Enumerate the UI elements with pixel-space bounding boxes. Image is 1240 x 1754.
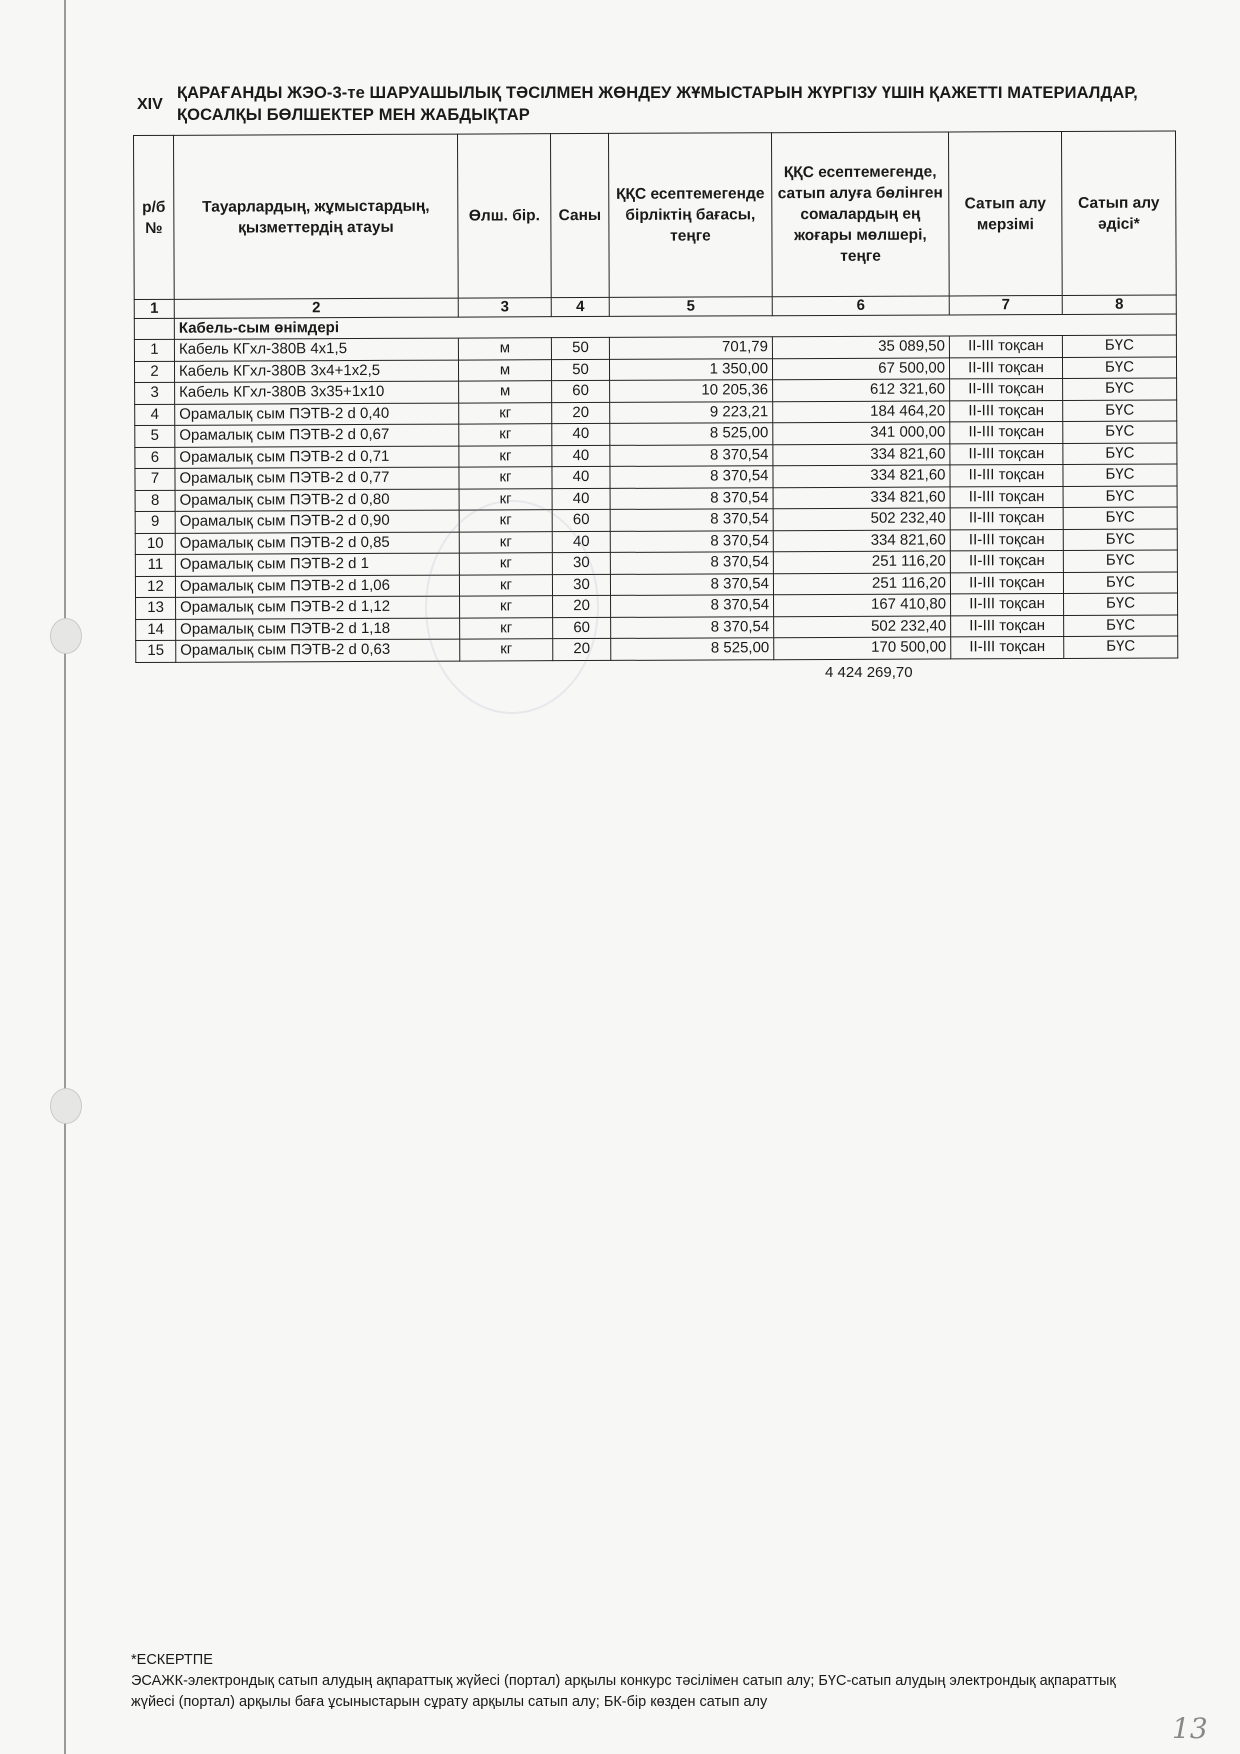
column-number: 1 [134, 299, 174, 318]
item-unit-price: 8 525,00 [611, 638, 774, 660]
item-unit-price: 10 205,36 [610, 380, 773, 402]
item-name: Орамалық сым ПЭТВ-2 d 0,67 [175, 424, 459, 447]
row-index: 7 [135, 468, 175, 490]
item-unit-price: 8 370,54 [610, 444, 773, 466]
item-unit-price: 8 370,54 [610, 573, 773, 595]
item-unit: м [458, 338, 551, 360]
item-name: Орамалық сым ПЭТВ-2 d 0,85 [175, 532, 459, 555]
item-quantity: 50 [551, 359, 609, 381]
page-edge [64, 0, 66, 1754]
item-period: II-III тоқсан [950, 550, 1063, 572]
section-title-line-2: ҚОСАЛҚЫ БӨЛШЕКТЕР МЕН ЖАБДЫҚТАР [177, 106, 530, 124]
item-quantity: 60 [553, 617, 611, 639]
column-number: 8 [1062, 295, 1176, 314]
item-unit: м [458, 359, 551, 381]
item-method: БҮС [1063, 571, 1177, 593]
item-unit: кг [459, 424, 552, 446]
page-number: 13 [1172, 1712, 1208, 1745]
table-header-row [134, 131, 1177, 300]
item-max-amount: 334 821,60 [773, 443, 950, 465]
item-method: БҮС [1063, 399, 1177, 421]
item-unit: кг [459, 574, 552, 596]
item-max-amount: 502 232,40 [774, 615, 951, 637]
item-method: БҮС [1063, 485, 1177, 507]
item-unit-price: 8 370,54 [610, 487, 773, 509]
item-quantity: 60 [552, 509, 610, 531]
item-name: Орамалық сым ПЭТВ-2 d 1,06 [175, 575, 459, 598]
item-max-amount: 341 000,00 [773, 422, 950, 444]
item-name: Орамалық сым ПЭТВ-2 d 1 [175, 553, 459, 576]
item-quantity: 40 [552, 445, 610, 467]
item-period: II-III тоқсан [950, 507, 1063, 529]
column-number: 4 [551, 297, 609, 316]
item-max-amount: 184 464,20 [773, 400, 950, 422]
column-number: 6 [772, 296, 949, 316]
item-name: Орамалық сым ПЭТВ-2 d 0,90 [175, 510, 459, 533]
row-index: 1 [134, 339, 174, 361]
item-name: Орамалық сым ПЭТВ-2 d 0,80 [175, 489, 459, 512]
row-index: 10 [135, 533, 175, 555]
item-unit: кг [459, 488, 552, 510]
item-unit-price: 8 370,54 [610, 509, 773, 531]
item-unit: кг [459, 553, 552, 575]
footnote [131, 1650, 1131, 1713]
item-name: Кабель КГхл-380В 3х4+1х2,5 [174, 360, 458, 383]
item-name: Орамалық сым ПЭТВ-2 d 0,77 [175, 467, 459, 490]
item-period: II-III тоқсан [951, 593, 1064, 615]
item-quantity: 40 [552, 488, 610, 510]
item-method: БҮС [1063, 378, 1177, 400]
item-quantity: 30 [552, 552, 610, 574]
item-unit-price: 9 223,21 [610, 401, 773, 423]
item-method: БҮС [1063, 442, 1177, 464]
row-index: 15 [136, 640, 176, 662]
footnote-title: *ЕСКЕРТПЕ [131, 1652, 213, 1668]
row-index: 4 [135, 404, 175, 426]
item-unit: кг [460, 596, 553, 618]
item-unit: кг [460, 617, 553, 639]
item-method: БҮС [1063, 550, 1177, 572]
col-header-unit-price: ҚҚС есептемегенде бірліктің бағасы, теңге [608, 133, 772, 298]
section-title [177, 82, 1177, 126]
item-method: БҮС [1064, 614, 1178, 636]
item-unit: кг [459, 531, 552, 553]
binder-hole [50, 618, 82, 654]
item-name: Орамалық сым ПЭТВ-2 d 0,63 [176, 639, 460, 662]
item-unit: кг [459, 510, 552, 532]
item-max-amount: 170 500,00 [774, 637, 951, 659]
item-name: Орамалық сым ПЭТВ-2 d 1,12 [176, 596, 460, 619]
grand-total: 4 424 269,70 [825, 664, 913, 681]
item-method: БҮС [1063, 421, 1177, 443]
item-name: Орамалық сым ПЭТВ-2 d 0,71 [175, 446, 459, 469]
item-method: БҮС [1064, 593, 1178, 615]
row-index: 2 [134, 361, 174, 383]
item-unit-price: 8 370,54 [610, 552, 773, 574]
col-header-index: р/б № [134, 135, 175, 299]
item-max-amount: 612 321,60 [773, 379, 950, 401]
row-index: 8 [135, 490, 175, 512]
procurement-table [133, 130, 1178, 662]
item-period: II-III тоқсан [950, 378, 1063, 400]
item-period: II-III тоқсан [950, 572, 1063, 594]
binder-hole [50, 1088, 82, 1124]
section-title-line-1: ҚАРАҒАНДЫ ЖЭО-3-те ШАРУАШЫЛЫҚ ТӘСІЛМЕН ЖӨНДЕУ ЖҰМЫСТАРЫН ЖҮРГІЗУ ҮШІН ҚАЖЕТТІ МАТЕРИАЛДАР, [177, 84, 1138, 102]
column-number: 5 [609, 297, 772, 317]
item-method: БҮС [1063, 464, 1177, 486]
faded-stamp [425, 500, 599, 714]
item-max-amount: 334 821,60 [773, 529, 950, 551]
item-unit-price: 701,79 [609, 337, 772, 359]
item-period: II-III тоқсан [950, 443, 1063, 465]
item-unit: кг [460, 639, 553, 661]
item-unit-price: 8 370,54 [610, 466, 773, 488]
item-max-amount: 35 089,50 [772, 336, 949, 358]
row-index: 9 [135, 511, 175, 533]
item-unit: м [459, 381, 552, 403]
col-header-name: Тауарлардың, жұмыстардың, қызметтердің атауы [174, 134, 459, 299]
item-max-amount: 67 500,00 [772, 357, 949, 379]
item-unit: кг [459, 402, 552, 424]
item-quantity: 40 [552, 466, 610, 488]
col-header-period: Сатып алу мерзімі [948, 131, 1062, 295]
item-period: II-III тоқсан [950, 400, 1063, 422]
row-index: 5 [135, 425, 175, 447]
item-max-amount: 502 232,40 [773, 508, 950, 530]
column-number: 2 [174, 298, 458, 318]
item-unit-price: 8 525,00 [610, 423, 773, 445]
column-number: 7 [949, 295, 1062, 314]
item-unit-price: 1 350,00 [609, 358, 772, 380]
item-unit-price: 8 370,54 [611, 595, 774, 617]
item-name: Кабель КГхл-380В 3х35+1х10 [175, 381, 459, 404]
item-unit: кг [459, 445, 552, 467]
footnote-text: ЭСАЖК-электрондық сатып алудың ақпараттық жүйесі (портал) арқылы конкурс тәсілімен сатып алу; БҮС-сатып алудың электрондық ақпараттық жүйесі (портал) арқылы баға ұсыныстарын сұрату арқылы сатып алу; БК-бір көзден сатып алу [131, 1673, 1116, 1710]
row-index: 6 [135, 447, 175, 469]
col-header-unit: Өлш. бір. [457, 134, 551, 298]
row-index: 13 [136, 597, 176, 619]
item-name: Кабель КГхл-380В 4х1,5 [174, 338, 458, 361]
item-quantity: 20 [552, 402, 610, 424]
item-method: БҮС [1064, 636, 1178, 658]
item-unit-price: 8 370,54 [611, 616, 774, 638]
row-index: 11 [135, 554, 175, 576]
item-method: БҮС [1063, 528, 1177, 550]
item-unit: кг [459, 467, 552, 489]
row-index: 12 [135, 576, 175, 598]
item-period: II-III тоқсан [949, 357, 1062, 379]
item-period: II-III тоқсан [950, 421, 1063, 443]
item-method: БҮС [1062, 356, 1176, 378]
item-period: II-III тоқсан [950, 529, 1063, 551]
col-header-method: Сатып алу әдісі* [1061, 131, 1176, 295]
item-period: II-III тоқсан [950, 464, 1063, 486]
item-quantity: 20 [553, 638, 611, 660]
item-max-amount: 251 116,20 [773, 551, 950, 573]
item-max-amount: 334 821,60 [773, 465, 950, 487]
item-quantity: 50 [551, 337, 609, 359]
item-quantity: 60 [552, 380, 610, 402]
item-name: Орамалық сым ПЭТВ-2 d 0,40 [175, 403, 459, 426]
item-quantity: 20 [553, 595, 611, 617]
item-period: II-III тоқсан [951, 615, 1064, 637]
item-max-amount: 251 116,20 [773, 572, 950, 594]
item-max-amount: 167 410,80 [774, 594, 951, 616]
item-period: II-III тоқсан [951, 636, 1064, 658]
item-quantity: 40 [552, 423, 610, 445]
item-unit-price: 8 370,54 [610, 530, 773, 552]
item-quantity: 40 [552, 531, 610, 553]
item-period: II-III тоқсан [949, 335, 1062, 357]
item-method: БҮС [1063, 507, 1177, 529]
row-index: 3 [135, 382, 175, 404]
item-period: II-III тоқсан [950, 486, 1063, 508]
table-row [136, 636, 1178, 662]
group-title: Кабель-сым өнімдері [174, 314, 1176, 339]
item-max-amount: 334 821,60 [773, 486, 950, 508]
section-number: XIV [137, 96, 163, 113]
col-header-quantity: Саны [550, 133, 609, 297]
column-number: 3 [458, 298, 551, 317]
item-name: Орамалық сым ПЭТВ-2 d 1,18 [176, 618, 460, 641]
item-quantity: 30 [552, 574, 610, 596]
row-index: 14 [136, 619, 176, 641]
item-method: БҮС [1062, 335, 1176, 357]
col-header-max-amount: ҚҚС есептемегенде, сатып алуға бөлінген сомалардың ең жоғары мөлшері, теңге [771, 132, 949, 297]
